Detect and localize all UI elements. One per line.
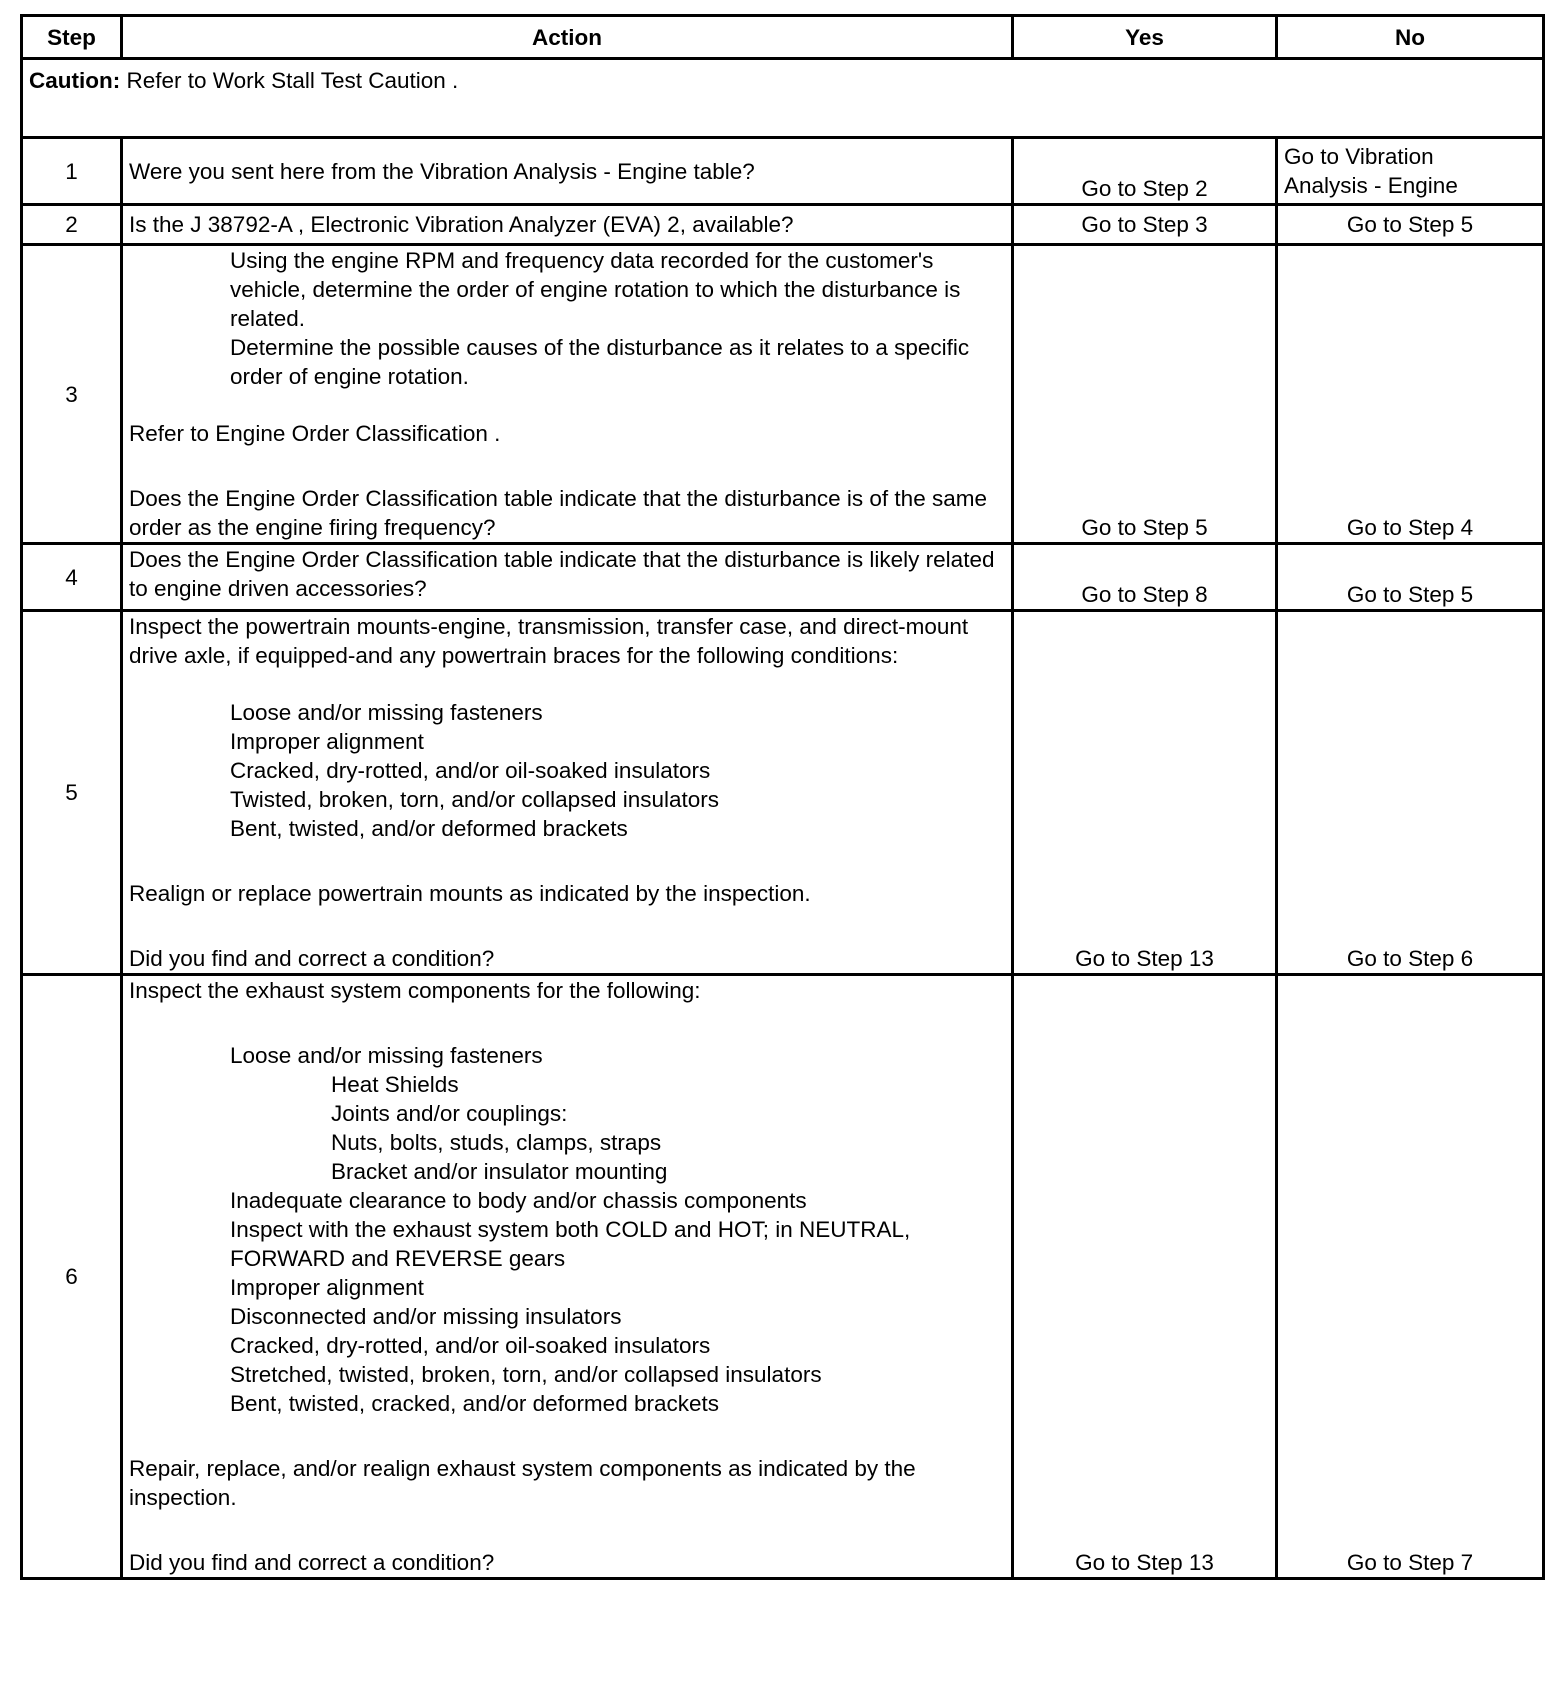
header-yes: Yes [1013,16,1277,59]
question: Did you find and correct a condition? [129,946,495,971]
list-item: Stretched, twisted, broken, torn, and/or collapsed insulators [230,1362,822,1387]
sub-list-item: Bracket and/or insulator mounting [331,1159,668,1184]
question: Is the J 38792-A , Electronic Vibration Analyzer (EVA) 2, available? [129,212,794,237]
diagnostic-table [20,14,1545,1580]
action-cell [122,205,1013,245]
caution-cell [22,59,1544,138]
action-cell [122,245,1013,544]
question: Does the Engine Order Classification table indicate that the disturbance is likely related to engine driven accessories? [129,547,995,601]
question: Does the Engine Order Classification table indicate that the disturbance is of the same order as the engine firing frequency? [129,486,987,540]
list-item: Twisted, broken, torn, and/or collapsed insulators [230,787,720,812]
table-row [22,611,1544,975]
instruction: Inspect the powertrain mounts-engine, transmission, transfer case, and direct-mount drive axle, if equipped-and any powertrain braces for the following conditions: [129,614,969,668]
instruction: Using the engine RPM and frequency data recorded for the customer's vehicle, determine the order of engine rotation to which the disturbance is related. [230,248,961,331]
no-cell: Go to Step 5 [1277,544,1544,611]
sub-list-item: Heat Shields [331,1072,459,1097]
list-item: Loose and/or missing fasteners [230,700,543,725]
no-cell: Go to Step 7 [1277,975,1544,1579]
list-item: Inspect with the exhaust system both COLD and HOT; in NEUTRAL, FORWARD and REVERSE gears [230,1217,911,1271]
header-step: Step [22,16,122,59]
step-number: 2 [22,205,122,245]
no-cell: Go to Step 6 [1277,611,1544,975]
list-item: Bent, twisted, and/or deformed brackets [230,816,628,841]
header-row [22,16,1544,59]
yes-cell: Go to Step 2 [1013,138,1277,205]
step-number: 1 [22,138,122,205]
step-number: 3 [22,245,122,544]
list-item: Loose and/or missing fasteners [230,1043,543,1068]
question: Did you find and correct a condition? [129,1550,495,1575]
no-cell: Go to Step 4 [1277,245,1544,544]
list-item: Cracked, dry-rotted, and/or oil-soaked insulators [230,758,711,783]
yes-cell: Go to Step 13 [1013,975,1277,1579]
caution-row [22,59,1544,138]
instruction: Determine the possible causes of the disturbance as it relates to a specific order of engine rotation. [230,335,970,389]
list-item: Improper alignment [230,1275,424,1300]
action-cell [122,975,1013,1579]
action-cell [122,611,1013,975]
step-number: 5 [22,611,122,975]
action-cell [122,544,1013,611]
instruction: Inspect the exhaust system components for the following: [129,978,701,1003]
step-number: 6 [22,975,122,1579]
list-item: Improper alignment [230,729,424,754]
yes-cell: Go to Step 8 [1013,544,1277,611]
sub-list-item: Joints and/or couplings: [331,1101,568,1126]
no-cell [1277,138,1544,205]
reference-link[interactable]: Refer to Engine Order Classification . [129,421,501,446]
action-cell [122,138,1013,205]
table-row [22,138,1544,205]
table-row [22,975,1544,1579]
header-action: Action [122,16,1013,59]
list-item: Bent, twisted, cracked, and/or deformed brackets [230,1391,719,1416]
table-row [22,544,1544,611]
instruction: Repair, replace, and/or realign exhaust system components as indicated by the inspection. [129,1456,916,1510]
table-row [22,245,1544,544]
instruction: Realign or replace powertrain mounts as indicated by the inspection. [129,881,811,906]
sub-list-item: Nuts, bolts, studs, clamps, straps [331,1130,662,1155]
yes-cell: Go to Step 5 [1013,245,1277,544]
list-item: Cracked, dry-rotted, and/or oil-soaked insulators [230,1333,711,1358]
yes-cell: Go to Step 13 [1013,611,1277,975]
header-no: No [1277,16,1544,59]
caution-label: Caution: [29,68,121,93]
list-item: Inadequate clearance to body and/or chassis components [230,1188,807,1213]
yes-cell: Go to Step 3 [1013,205,1277,245]
step-number: 4 [22,544,122,611]
caution-text: Refer to Work Stall Test Caution . [120,68,459,93]
no-cell: Go to Step 5 [1277,205,1544,245]
list-item: Disconnected and/or missing insulators [230,1304,622,1329]
no-link[interactable]: Go to Vibration Analysis - Engine [1284,144,1458,198]
question: Were you sent here from the Vibration Analysis - Engine table? [129,158,755,184]
table-row [22,205,1544,245]
